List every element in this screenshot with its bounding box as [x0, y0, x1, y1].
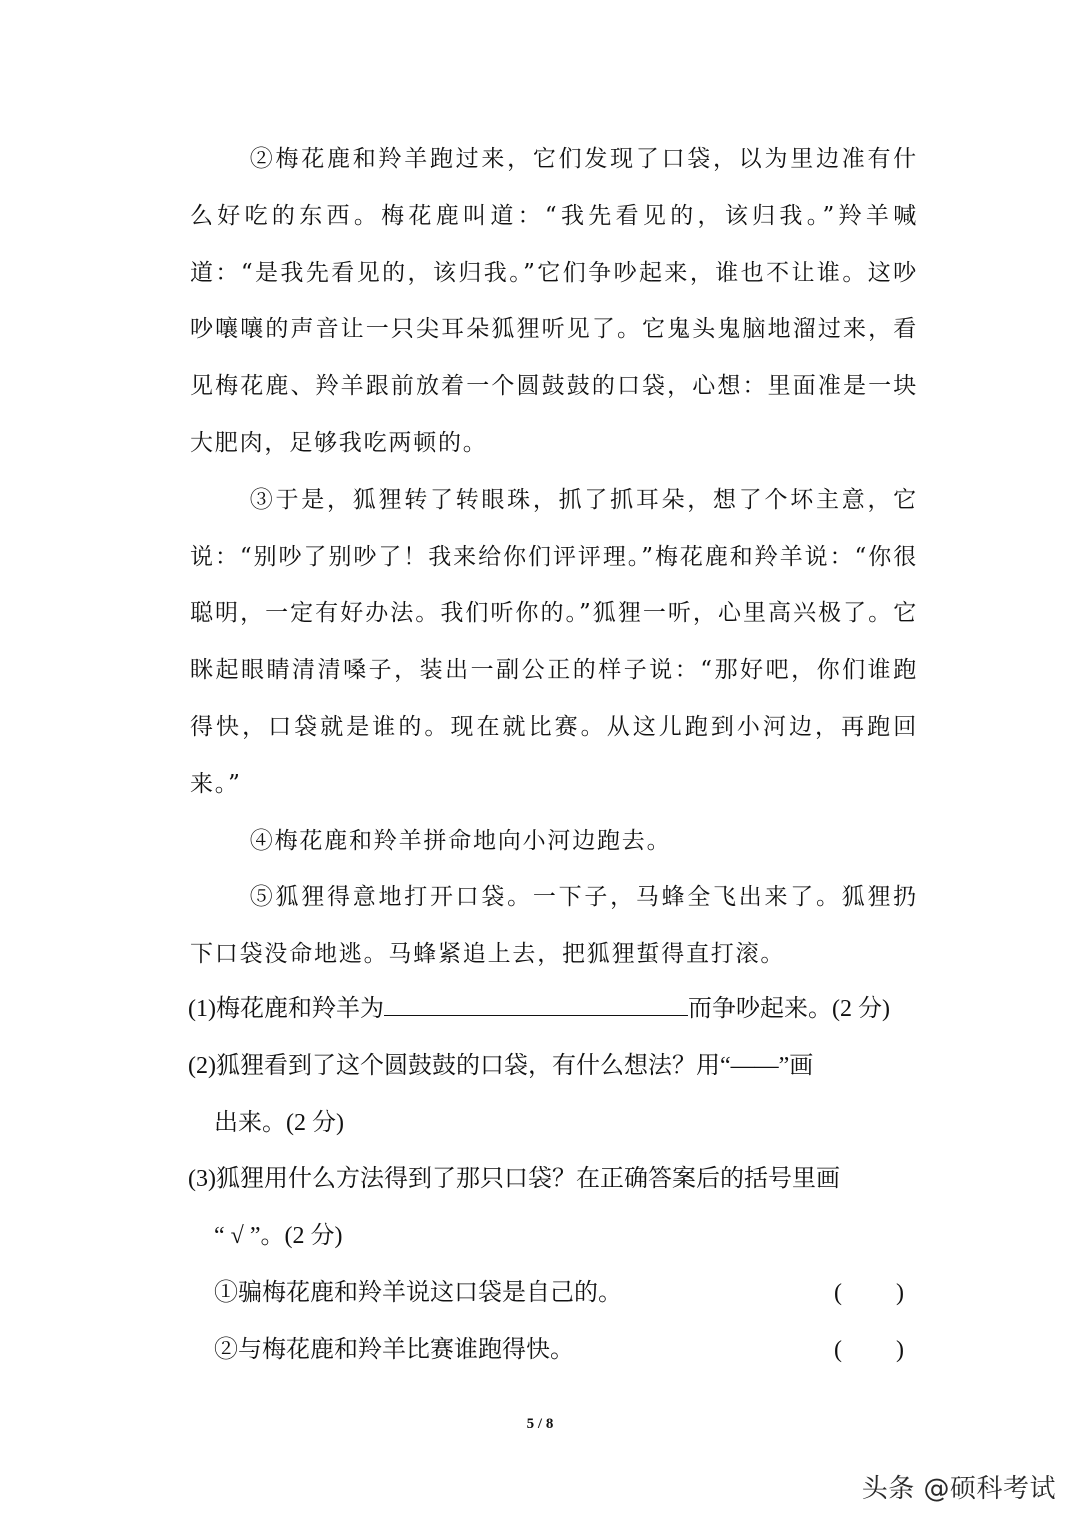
- passage-paragraph-2: ②梅花鹿和羚羊跑过来，它们发现了口袋，以为里边准有什么好吃的东西。梅花鹿叫道：“我先看见的，该归我。”羚羊喊道：“是我先看见的，该归我。”它们争吵起来，谁也不让谁。这吵吵嚷嚷的声音让一只尖耳朵狐狸听见了。它鬼头鬼脑地溜过来，看见梅花鹿、羚羊跟前放着一个圆鼓鼓的口袋，心想：里面准是一块大肥肉，足够我吃两顿的。: [190, 146, 918, 456]
- close-paren: ): [896, 1336, 904, 1363]
- option-2: [188, 1322, 918, 1379]
- question-list: [188, 981, 918, 1379]
- reading-passage: [190, 131, 918, 983]
- open-paren: (: [834, 1336, 842, 1363]
- question-1-suffix: 而争吵起来。(2 分): [687, 996, 890, 1022]
- option-1-text: ①骗梅花鹿和羚羊说这口袋是自己的。: [214, 1279, 622, 1306]
- question-2-line-1: (2)狐狸看到了这个圆鼓鼓的口袋，有什么想法？用“——”画: [188, 1052, 814, 1079]
- passage-paragraph-4: ④梅花鹿和羚羊拼命地向小河边跑去。: [249, 827, 672, 854]
- passage-paragraph-5: ⑤狐狸得意地打开口袋。一下子，马蜂全飞出来了。狐狸扔下口袋没命地逃。马蜂紧追上去，把狐狸蜇得直打滚。: [190, 884, 918, 968]
- page-number: 5 / 8: [526, 1416, 554, 1432]
- question-1: [188, 981, 918, 1038]
- question-3-line-1: (3)狐狸用什么方法得到了那只口袋？在正确答案后的括号里画: [188, 1166, 840, 1193]
- question-2-line-2: 出来。(2 分): [214, 1109, 344, 1136]
- option-2-answer-bracket[interactable]: [834, 1322, 904, 1379]
- option-1: [188, 1265, 918, 1322]
- question-3-line-2: “ √ ”。(2 分): [214, 1223, 343, 1250]
- open-paren: (: [834, 1279, 842, 1306]
- option-2-text: ②与梅花鹿和羚羊比赛谁跑得快。: [214, 1336, 574, 1363]
- watermark: 头条 @硕科考试: [861, 1474, 1056, 1504]
- close-paren: ): [896, 1279, 904, 1306]
- answer-blank[interactable]: [384, 993, 688, 1016]
- option-1-answer-bracket[interactable]: [834, 1265, 904, 1322]
- question-1-prefix: (1)梅花鹿和羚羊为: [188, 996, 384, 1022]
- passage-paragraph-3: ③于是，狐狸转了转眼珠，抓了抓耳朵，想了个坏主意，它说：“别吵了别吵了！我来给你们评评理。”梅花鹿和羚羊说：“你很聪明，一定有好办法。我们听你的。”狐狸一听，心里高兴极了。它眯起眼睛清清嗓子，装出一副公正的样子说：“那好吧，你们谁跑得快，口袋就是谁的。现在就比赛。从这儿跑到小河边，再跑回来。”: [190, 486, 918, 797]
